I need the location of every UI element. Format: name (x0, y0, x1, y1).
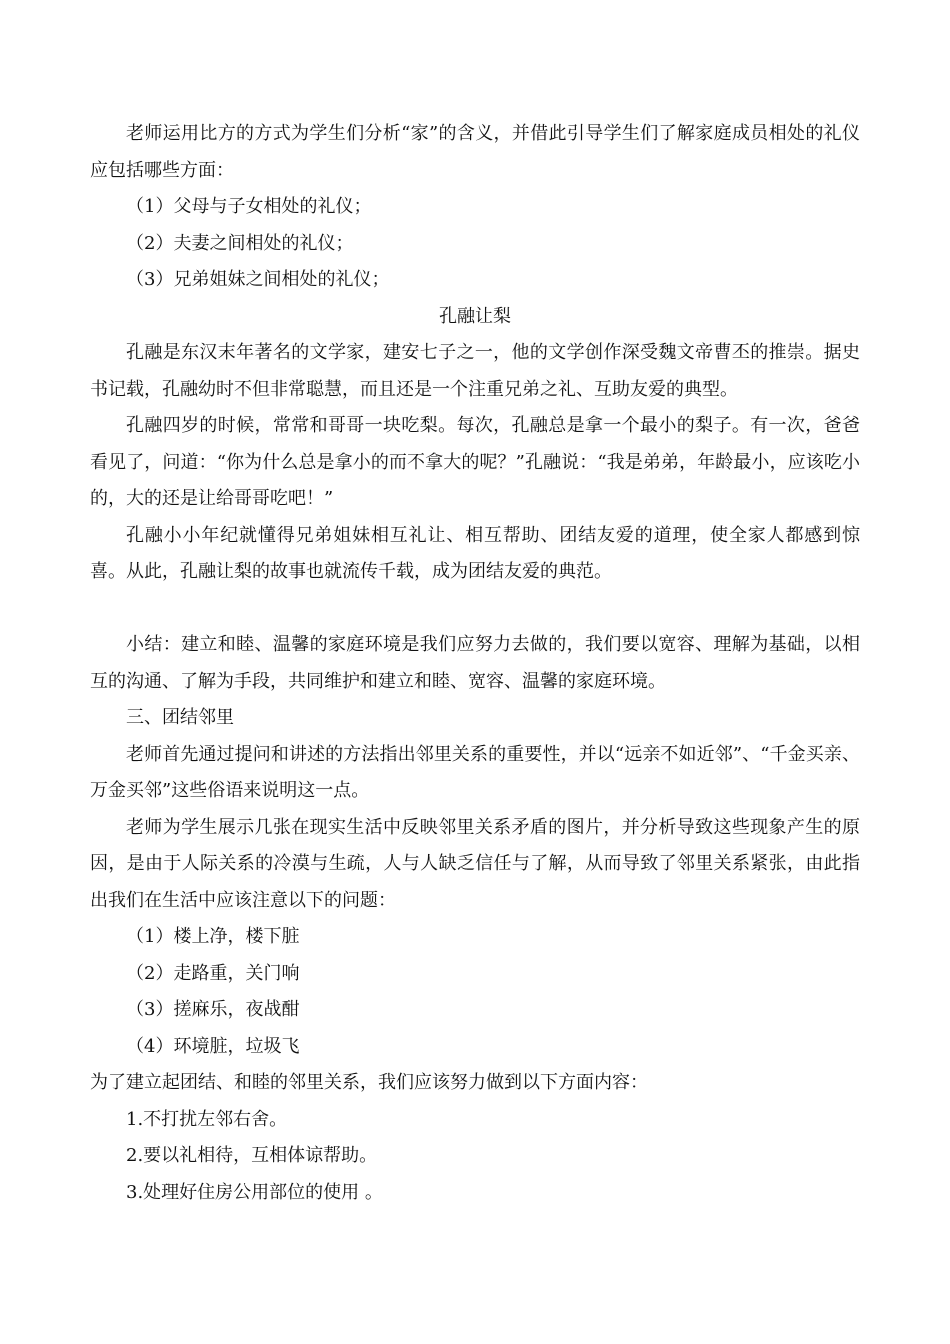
etiquette-item-1: （1）父母与子女相处的礼仪； (126, 196, 372, 217)
story-paragraph-1: 孔融是东汉末年著名的文学家，建安七子之一，他的文学创作深受魏文帝曹丕的推崇。据史书记载，孔融幼时不但非常聪慧，而且还是一个注重兄弟之礼、互助友爱的典型。 (90, 342, 860, 400)
action-item-2: 2.要以礼相待，互相体谅帮助。 (126, 1145, 378, 1166)
etiquette-item-3: （3）兄弟姐妹之间相处的礼仪； (126, 269, 390, 290)
problem-item-1: （1）楼上净，楼下脏 (126, 926, 300, 947)
action-item-1: 1.不打扰左邻右舍。 (126, 1108, 288, 1130)
blank-line (90, 591, 860, 628)
problem-item-3: （3）搓麻乐，夜战酣 (126, 999, 300, 1020)
action-item-3: 3.处理好住房公用部位的使用 。 (126, 1181, 383, 1203)
neighbor-paragraph-2: 老师为学生展示几张在现实生活中反映邻里关系矛盾的图片，并分析导致这些现象产生的原因，是由于人际关系的冷漠与生疏，人与人缺乏信任与了解，从而导致了邻里关系紧张，由此指出我们在生活中应该注意以下的问题： (90, 816, 860, 911)
story-paragraph-2: 孔融四岁的时候，常常和哥哥一块吃梨。每次，孔融总是拿一个最小的梨子。有一次，爸爸看见了，问道：“你为什么总是拿小的而不拿大的呢？”孔融说：“我是弟弟，年龄最小，应该吃小的，大的还是让给哥哥吃吧！” (90, 415, 860, 509)
conclusion-paragraph: 为了建立起团结、和睦的邻里关系，我们应该努力做到以下方面内容： (90, 1072, 648, 1093)
problem-item-2: （2）走路重，关门响 (126, 962, 300, 984)
story-paragraph-3: 孔融小小年纪就懂得兄弟姐妹相互礼让、相互帮助、团结友爱的道理，使全家人都感到惊喜。从此，孔融让梨的故事也就流传千载，成为团结友爱的典范。 (90, 524, 860, 582)
problem-item-4: （4）环境脏，垃圾飞 (126, 1035, 300, 1057)
section-heading: 三、团结邻里 (126, 707, 234, 728)
summary-paragraph: 小结：建立和睦、温馨的家庭环境是我们应努力去做的，我们要以宽容、理解为基础，以相互的沟通、了解为手段，共同维护和建立和睦、宽容、温馨的家庭环境。 (90, 634, 860, 692)
document-body (90, 116, 860, 1211)
neighbor-paragraph-1: 老师首先通过提问和讲述的方法指出邻里关系的重要性，并以“远亲不如近邻”、“千金买亲、万金买邻”这些俗语来说明这一点。 (90, 743, 860, 801)
etiquette-item-2: （2）夫妻之间相处的礼仪； (126, 232, 354, 254)
story-title: 孔融让梨 (439, 305, 511, 327)
intro-paragraph: 老师运用比方的方式为学生们分析“家”的含义，并借此引导学生们了解家庭成员相处的礼仪应包括哪些方面： (90, 123, 860, 181)
